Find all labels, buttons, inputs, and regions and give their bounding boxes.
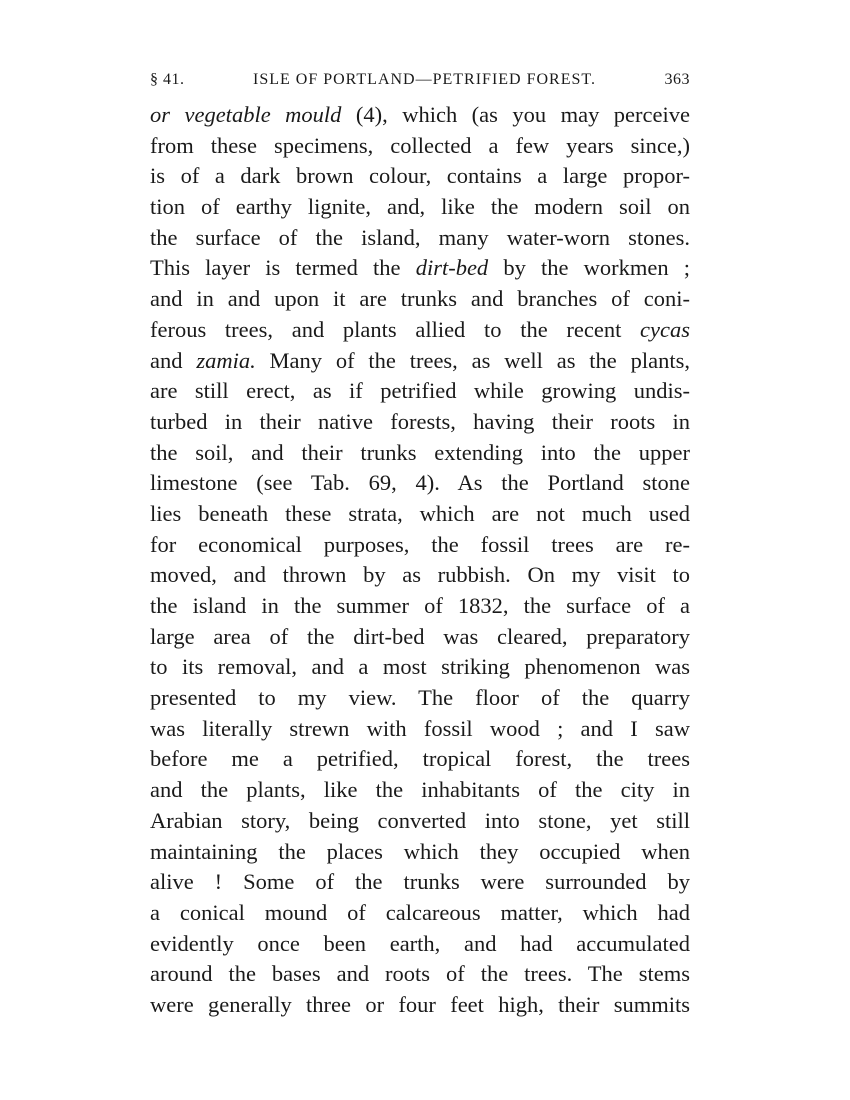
text-line bbox=[150, 560, 690, 591]
text-run: for economical purposes, the fossil trees are re- bbox=[150, 531, 690, 557]
text-run: before me a petrified, tropical forest, the trees bbox=[150, 746, 690, 772]
text-run: the soil, and their trunks extending into the upper bbox=[150, 439, 690, 465]
text-line bbox=[150, 990, 690, 1021]
text-run: a conical mound of calcareous matter, which had bbox=[150, 899, 690, 925]
text-run: to its removal, and a most striking phenomenon was bbox=[150, 654, 690, 680]
text-line bbox=[150, 376, 690, 407]
text-line bbox=[150, 499, 690, 530]
text-run: the surface of the island, many water-worn stones. bbox=[150, 224, 690, 250]
text-line bbox=[150, 683, 690, 714]
italic-term: or vegetable mould bbox=[150, 102, 342, 127]
body-text bbox=[150, 100, 690, 1021]
text-line bbox=[150, 438, 690, 469]
text-line bbox=[150, 315, 690, 346]
section-number: § 41. bbox=[150, 71, 185, 88]
text-run: maintaining the places which they occupied when bbox=[150, 838, 690, 864]
text-run: moved, and thrown by as rubbish. On my visit to bbox=[150, 562, 690, 588]
text-run: presented to my view. The floor of the quarry bbox=[150, 685, 690, 711]
book-page bbox=[150, 60, 690, 1021]
text-line bbox=[150, 223, 690, 254]
text-line bbox=[150, 959, 690, 990]
text-line bbox=[150, 898, 690, 929]
text-run: lies beneath these strata, which are not much used bbox=[150, 500, 690, 526]
text-run: turbed in their native forests, having their roots in bbox=[150, 408, 690, 434]
text-run: and the plants, like the inhabitants of the city in bbox=[150, 777, 690, 803]
text-run: were generally three or four feet high, their summits bbox=[150, 991, 690, 1017]
text-run: This layer is termed the bbox=[150, 255, 416, 281]
page-number: 363 bbox=[664, 71, 690, 88]
text-run: Many of the trees, as well as the plants, bbox=[255, 347, 690, 373]
text-run: evidently once been earth, and had accumulated bbox=[150, 930, 690, 956]
text-line bbox=[150, 652, 690, 683]
text-run: are still erect, as if petrified while growing undis- bbox=[150, 378, 690, 404]
text-line bbox=[150, 837, 690, 868]
text-line bbox=[150, 346, 690, 377]
text-line bbox=[150, 591, 690, 622]
text-line bbox=[150, 530, 690, 561]
text-line bbox=[150, 867, 690, 898]
text-run: Arabian story, being converted into stone, yet still bbox=[150, 807, 690, 833]
text-run: (4), which (as you may perceive bbox=[341, 102, 690, 127]
text-line bbox=[150, 775, 690, 806]
text-run: tion of earthy lignite, and, like the modern soil on bbox=[150, 194, 690, 220]
text-run: ferous trees, and plants allied to the recent bbox=[150, 316, 641, 342]
text-run: limestone (see Tab. 69, 4). As the Portland stone bbox=[150, 470, 690, 496]
text-run: around the bases and roots of the trees. The stems bbox=[150, 961, 690, 987]
running-title: ISLE OF PORTLAND—PETRIFIED FOREST. bbox=[253, 71, 596, 88]
text-run: the island in the summer of 1832, the surface of a bbox=[150, 593, 690, 618]
text-run: large area of the dirt-bed was cleared, preparatory bbox=[150, 623, 690, 649]
italic-term: zamia. bbox=[196, 347, 256, 373]
text-run: and bbox=[150, 347, 197, 373]
running-head bbox=[150, 60, 690, 100]
italic-term: dirt-bed bbox=[415, 255, 489, 281]
text-line bbox=[150, 100, 690, 131]
text-run: was literally strewn with fossil wood ; and I saw bbox=[150, 715, 690, 741]
text-line bbox=[150, 744, 690, 775]
text-line bbox=[150, 192, 690, 223]
text-line bbox=[150, 161, 690, 192]
text-line bbox=[150, 407, 690, 438]
text-run: from these specimens, collected a few years since,) bbox=[150, 132, 690, 158]
text-line bbox=[150, 929, 690, 960]
text-run: is of a dark brown colour, contains a large propor- bbox=[150, 163, 690, 189]
text-run: and in and upon it are trunks and branches of coni- bbox=[150, 286, 690, 312]
italic-term: cycas bbox=[640, 316, 690, 342]
text-line bbox=[150, 806, 690, 837]
text-line bbox=[150, 253, 690, 284]
text-line bbox=[150, 131, 690, 162]
text-line bbox=[150, 468, 690, 499]
text-run: by the workmen ; bbox=[488, 255, 691, 281]
text-line bbox=[150, 714, 690, 745]
text-run: alive ! Some of the trunks were surrounded by bbox=[150, 869, 690, 895]
text-line bbox=[150, 284, 690, 315]
text-line bbox=[150, 622, 690, 653]
